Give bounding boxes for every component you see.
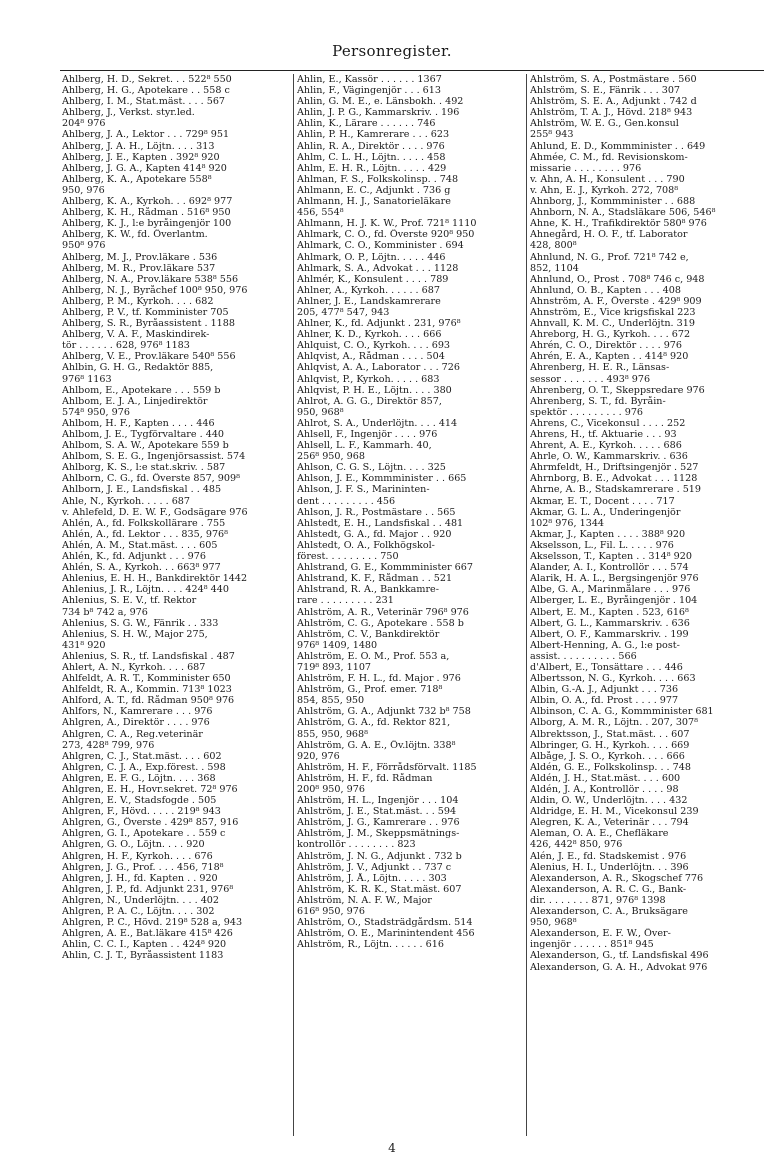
register-entry: spektör . . . . . . . . . 976 <box>530 406 644 418</box>
register-entry: Ahlm, C. L. H., Löjtn. . . . . 458 <box>297 151 446 163</box>
register-entry: Ahlmann, H. J., Sanatorieläkare <box>297 196 451 208</box>
register-entry: Ahlin, P. H., Kamrerare . . . 623 <box>297 129 450 141</box>
register-entry: Ahlberg, M. J., Prov.läkare . 536 <box>62 251 218 263</box>
register-entry: Ahlberg, P. M., Kyrkoh. . . . 682 <box>62 295 214 307</box>
register-entry: Aldén, G. E., Folkskolinsp. . . 748 <box>530 761 691 773</box>
register-entry: kontrollör . . . . . . . . 823 <box>297 839 416 851</box>
register-entry: Ahlström, J. N. G., Adjunkt . 732 b <box>297 850 462 862</box>
register-entry: Ahlrot, S. A., Underlöjtn. . . . 414 <box>297 417 458 429</box>
register-entry: Ahlner, J. E., Landskamrerare <box>297 295 441 307</box>
register-entry: Ahlström, C. V., Bankdirektör <box>297 628 440 640</box>
register-entry: Ahlqvist, P. H. E., Löjtn. . . . 380 <box>297 384 452 396</box>
register-entry: 431⁸ 920 <box>62 639 106 651</box>
register-entry: Ahlgren, G. O., Löjtn. . . . 920 <box>62 839 205 851</box>
register-entry: Ahlberg, N. J., Byråchef 100⁸ 950, 976 <box>62 284 248 296</box>
register-entry: Ahlgren, H. F., Kyrkoh. . . . 676 <box>62 850 213 862</box>
register-entry: Ahlberg, K. A., Kyrkoh. . . 692⁸ 977 <box>62 196 233 208</box>
register-entry: Ahlmark, C. O., Komminister . 694 <box>297 240 464 252</box>
register-entry: Ahlberg, K. A., Apotekare 558⁸ <box>62 173 212 185</box>
register-entry: Ahlgren, C. J. A., Exp.förest. . 598 <box>62 761 226 773</box>
register-entry: Ahlström, S. E. A., Adjunkt . 742 d <box>530 96 697 108</box>
register-entry: förest. . . . . . . . . 750 <box>297 551 399 563</box>
register-entry: Ahlqvist, P., Kyrkoh. . . . . 683 <box>297 373 440 385</box>
register-entry: 734 b⁸ 742 a, 976 <box>62 606 148 618</box>
register-entry: Ahlström, J. E., Stat.mäst. . . 594 <box>297 806 457 818</box>
register-entry: Ahlberg, P. V., tf. Komminister 705 <box>62 306 229 318</box>
register-entry: Ahlstedt, E. H., Landsfiskal . . 481 <box>297 517 464 529</box>
register-entry: Ahlenius, S. H. W., Major 275, <box>62 628 208 640</box>
register-entry: Albertsson, N. G., Kyrkoh. . . . 663 <box>530 673 696 685</box>
register-entry: Albringer, G. H., Kyrkoh. . . . 669 <box>530 739 690 751</box>
register-entry: Ahlqvist, A., Rådman . . . . 504 <box>297 351 445 363</box>
register-columns <box>60 74 764 1136</box>
register-entry: Ahrnborg, B. E., Advokat . . . 1128 <box>530 473 698 485</box>
register-entry: Ahlberg, I. M., Stat.mäst. . . . 567 <box>62 96 226 108</box>
register-entry: Ahlsell, F., Ingenjör . . . . 976 <box>297 429 438 440</box>
register-entry: Albin, O. A., fd. Prost . . . . 977 <box>530 695 679 707</box>
register-entry: Ahlmark, S. A., Advokat . . . 1128 <box>297 262 459 274</box>
register-entry: Ahrne, A. B., Stadskamrerare . 519 <box>530 484 702 496</box>
register-entry: 976⁸ 1409, 1480 <box>297 639 378 651</box>
register-entry: Ahlgren, P. A. C., Löjtn. . . . 302 <box>62 906 215 918</box>
register-entry: Ahrens, C., Vicekonsul . . . . 252 <box>530 417 686 429</box>
register-entry: Ahlberg, K. H., Rådman . 516⁸ 950 <box>62 207 231 219</box>
register-entry: Alenius, H. I., Underlöjtn. . . 396 <box>530 861 689 873</box>
register-entry: v. Ahn, A. H., Konsulent . . . 790 <box>530 173 685 185</box>
register-entry: Alexanderson, C. A., Bruksägare <box>530 906 688 918</box>
register-entry: missarie . . . . . . . . 976 <box>530 162 642 174</box>
register-entry: Ahlström, G. A., Adjunkt 732 b⁸ 758 <box>297 706 471 718</box>
register-entry: Ahrmfeldt, H., Driftsingenjör . 527 <box>530 462 699 474</box>
register-entry: v. Ahn, E. J., Kyrkoh. 272, 708⁸ <box>530 184 679 196</box>
register-entry: Ahreborg, H. G., Kyrkoh. . . . 672 <box>530 329 691 341</box>
register-entry: Ahlbom, E. J. A., Linjedirektör <box>62 395 208 407</box>
register-entry: 204⁸ 976 <box>62 118 106 130</box>
register-entry: Ahlborn, C. G., fd. Överste 857, 909⁸ <box>62 473 240 485</box>
register-entry: Ahlström, R., Löjtn. . . . . . 616 <box>297 939 444 951</box>
register-entry: Ahnegård, H. O. F., tf. Laborator <box>530 229 688 241</box>
register-entry: Ahlbom, E., Apotekare . . . 559 b <box>62 384 221 396</box>
register-entry: Ahlgren, G., Överste . 429⁸ 857, 916 <box>62 817 239 829</box>
register-entry: 852, 1104 <box>530 262 579 274</box>
register-entry: Ahlberg, N. A., Prov.läkare 538⁸ 556 <box>62 273 239 285</box>
register-entry: 855, 950, 968⁸ <box>297 728 368 740</box>
register-entry: Ahlström, N. A. F. W., Major <box>297 894 432 906</box>
register-entry: Ahlberg, V. A. F., Maskindirek- <box>62 329 210 341</box>
register-entry: Ahlberg, K. W., fd. Överlantm. <box>62 229 208 241</box>
register-entry: 950, 968⁸ <box>297 406 344 418</box>
register-entry: Albert-Henning, A. G., l:e post- <box>530 639 680 651</box>
register-entry: Ahlund, E. D., Kommminister . . 649 <box>530 140 706 152</box>
register-entry: Ahlström, T. A. J., Hövd. 218⁸ 943 <box>530 107 693 119</box>
register-entry: Ahlström, J. M., Skeppsmätnings- <box>297 828 460 840</box>
register-entry: Ahlenius, J. R., Löjtn. . . . 424⁸ 440 <box>62 584 229 596</box>
register-entry: 255⁸ 943 <box>530 129 574 141</box>
register-entry: tör . . . . . . 628, 976⁸ 1183 <box>62 340 190 352</box>
register-entry: 200⁸ 950, 976 <box>297 784 365 795</box>
register-entry: Alexanderson, E. F. W., Över- <box>530 928 671 940</box>
register-entry: Akmar, G. L. A., Underingenjör <box>530 506 681 518</box>
header-rule <box>60 70 764 71</box>
register-entry: Ahnlund, O., Prost . 708⁸ 746 c, 948 <box>530 273 705 285</box>
register-entry: Ahlner, A., Kyrkoh. . . . . . 687 <box>297 284 440 296</box>
register-entry: Ahlberg, J. A. H., Löjtn. . . . 313 <box>62 140 215 152</box>
register-entry: Ahlson, J. R., Postmästare . . 565 <box>297 506 456 518</box>
register-entry: Ahlén, A., fd. Folkskollärare . 755 <box>62 517 226 529</box>
register-entry: 256⁸ 950, 968 <box>297 451 365 463</box>
register-entry: Ahlman, F. S., Folkskolinsp. . 748 <box>297 173 459 185</box>
register-entry: Ahlström, O., Stadsträdgårdsm. 514 <box>297 917 473 929</box>
register-entry: Ahlstrand, R. A., Bankkamre- <box>297 584 439 596</box>
register-entry: Ahlberg, J., Verkst. styr.led. <box>62 107 195 119</box>
register-entry: Ahlgren, J. G., Prof. . . . 456, 718⁸ <box>62 861 224 873</box>
register-entry: Ahlin, F., Vägingenjör . . . 613 <box>297 85 441 97</box>
register-entry: Alexanderson, G. A. H., Advokat 976 <box>530 961 708 973</box>
register-entry: Alexanderson, A. R. C. G., Bank- <box>530 883 687 895</box>
register-entry: Ahlmark, C. O., fd. Överste 920⁸ 950 <box>297 229 475 241</box>
register-entry: Ahlström, A. R., Veterinär 796⁸ 976 <box>297 606 469 618</box>
register-entry: Ahlford, A. T., fd. Rådman 950⁸ 976 <box>62 695 235 707</box>
register-entry: Alarik, H. A. L., Bergsingenjör 976 <box>530 573 699 585</box>
register-entry: Ahlert, A. N., Kyrkoh. . . . 687 <box>62 661 206 673</box>
register-entry: Ahrenberg, H. E. R., Länsas- <box>530 362 670 374</box>
register-entry: Albrektsson, J., Stat.mäst. . . 607 <box>530 728 690 740</box>
register-entry: Ahlström, J. Å., Löjtn. . . . . 303 <box>297 872 447 884</box>
register-entry: Ahnlund, O. B., Kapten . . . 408 <box>530 284 681 296</box>
register-entry: Akselsson, L., Fil. L. . . . . 976 <box>530 539 674 551</box>
register-entry: Ahrenberg, S. T., fd. Byråin- <box>530 395 666 407</box>
register-entry: 920, 976 <box>297 750 340 762</box>
register-entry: Ahlquist, C. O., Kyrkoh. . . . 693 <box>297 340 451 352</box>
register-entry: Ahlsell, L. F., Kammarh. 40, <box>297 440 432 452</box>
page-title: Personregister. <box>332 42 452 60</box>
register-entry: Ahlström, H. F., Förrådsförvalt. 1185 <box>297 761 477 773</box>
register-entry: Ahlbom, S. A. W., Apotekare 559 b <box>62 440 229 452</box>
register-entry: Ahlner, K., fd. Adjunkt . 231, 976⁸ <box>297 318 461 330</box>
register-entry: Ahrle, O. W., Kammarskriv. . 636 <box>530 451 688 463</box>
register-entry: Ahne, K. H., Trafikdirektör 580⁸ 976 <box>530 218 707 230</box>
register-entry: Ahlenius, S. G. W., Fänrik . . 333 <box>62 617 219 629</box>
register-entry: Ahlmann, E. C., Adjunkt . 736 g <box>297 184 451 196</box>
register-entry: v. Ahlefeld, D. E. W. F., Godsägare 976 <box>62 506 248 518</box>
register-entry: Alborg, A. M. R., Löjtn. . 207, 307⁸ <box>530 717 698 729</box>
register-entry: Ahlström, G. A., fd. Rektor 821, <box>297 717 451 729</box>
register-entry: 950, 976 <box>62 184 105 196</box>
register-entry: Ahrent, A. E., Kyrkoh. . . . . 686 <box>530 440 682 452</box>
register-entry: Ahlfeldt, A. R. T., Komminister 650 <box>62 673 231 685</box>
register-entry: Ahlberg, S. R., Byråassistent . 1188 <box>62 318 235 330</box>
register-entry: rare . . . . . . . . . 231 <box>297 595 394 607</box>
register-entry: Ahlgren, A. E., Bat.läkare 415⁸ 426 <box>62 928 233 940</box>
register-entry: Ahlm, E. H. R., Löjtn. . . . . 429 <box>297 162 447 174</box>
register-entry: Ahlberg, K. J., l:e byråingenjör 100 <box>62 218 232 230</box>
register-entry: Ahlström, S. A., Postmästare . 560 <box>530 74 697 85</box>
register-entry: Ahrens, H., tf. Aktuarie . . . 93 <box>530 429 677 440</box>
register-entry: 102⁸ 976, 1344 <box>530 517 605 529</box>
register-entry: Ahlgren, P. C., Hövd. 219⁸ 528 a, 943 <box>62 917 243 929</box>
register-entry: Ahnvall, K. M. C., Underlöjtn. 319 <box>530 318 695 330</box>
register-entry: Ahnström, A. F., Överste . 429⁸ 909 <box>530 295 702 307</box>
register-entry: Ahlberg, M. R., Prov.läkare 537 <box>62 262 216 274</box>
register-entry: 428, 800⁸ <box>530 240 577 252</box>
register-entry: Ahlström, O. E., Marinintendent 456 <box>297 928 475 940</box>
register-entry: Ahlström, J. G., Kamrerare . . 976 <box>297 817 460 829</box>
register-entry: Alberger, L. E., Byråingenjör . 104 <box>530 595 698 607</box>
register-entry: Ahlén, S. A., Kyrkoh. . . 663⁸ 977 <box>62 562 221 574</box>
register-entry: Ahlrot, A. G. G., Direktör 857, <box>297 395 442 407</box>
register-entry: Ahlström, W. E. G., Gen.konsul <box>530 118 679 130</box>
register-entry: Ahlborg, K. S., l:e stat.skriv. . 587 <box>62 462 226 474</box>
register-entry: Ahlgren, N., Underlöjtn. . . . 402 <box>62 894 220 906</box>
register-entry: Albert, G. L., Kammarskriv. . 636 <box>530 617 690 629</box>
register-entry: Ahlström, F. H. L., fd. Major . 976 <box>297 673 461 685</box>
register-entry: Alén, J. E., fd. Stadskemist . 976 <box>530 850 687 862</box>
register-entry: Albåge, J. S. O., Kyrkoh. . . . 666 <box>530 750 685 762</box>
register-entry: Albert, O. F., Kammarskriv. . 199 <box>530 628 689 640</box>
register-entry: Ahlgren, E. F. G., Löjtn. . . . 368 <box>62 772 216 784</box>
register-entry: Ahlgren, E. V., Stadsfogde . 505 <box>62 795 217 807</box>
register-entry: 976⁸ 1163 <box>62 373 112 385</box>
register-entry: Ahlbin, G. H. G., Redaktör 885, <box>62 362 214 374</box>
register-entry: Albin, G.-A. J., Adjunkt . . . 736 <box>530 684 679 696</box>
register-entry: Ahlson, C. G. S., Löjtn. . . . 325 <box>297 462 446 474</box>
register-entry: Ahlin, C. J. T., Byråassistent 1183 <box>62 950 224 962</box>
register-entry: Ahlgren, C. A., Reg.veterinär <box>62 728 203 740</box>
register-entry: dent . . . . . . . . . 456 <box>297 495 396 507</box>
register-entry: Ahlborn, J. E., Landsfiskal . . 485 <box>62 484 222 496</box>
register-entry: Aldén, J. A., Kontrollör . . . . 98 <box>530 784 679 795</box>
register-entry: Ahlenius, S. R., tf. Landsfiskal . 487 <box>62 650 235 662</box>
register-entry: Ahnborg, J., Kommminister . . 688 <box>530 196 696 208</box>
register-entry: 616⁸ 950, 976 <box>297 906 365 918</box>
register-entry: Albinson, C. A. G., Kommminister 681 <box>530 706 714 718</box>
register-entry: Ahlström, G., Prof. emer. 718⁸ <box>297 684 443 696</box>
register-entry: Ahrén, E. A., Kapten . . 414⁸ 920 <box>530 351 689 363</box>
register-entry: Ahlberg, J. E., Kapten . 392⁸ 920 <box>62 151 220 163</box>
register-entry: Ahlstedt, O. A., Folkhögskol- <box>297 539 435 551</box>
register-entry: Ahlin, J. P. G., Kammarskriv. . 196 <box>297 107 460 119</box>
register-entry: Ahlmark, O. P., Löjtn. . . . . 446 <box>297 251 446 263</box>
register-entry: Ahlqvist, A. A., Laborator . . . 726 <box>297 362 460 374</box>
register-entry: Albert, E. M., Kapten . 523, 616⁸ <box>530 606 689 618</box>
register-entry: Akmar, J., Kapten . . . . 388⁸ 920 <box>530 528 686 540</box>
register-entry: Ahlbom, H. F., Kapten . . . . 446 <box>62 417 215 429</box>
column-right <box>526 74 759 1136</box>
register-entry: Ahlin, E., Kassör . . . . . . 1367 <box>297 74 442 85</box>
register-entry: Aldridge, E. H. M., Vicekonsul 239 <box>530 806 699 818</box>
register-entry: Ahle, N., Kyrkoh. . . . . 687 <box>62 495 191 507</box>
register-entry: Alexanderson, A. R., Skogschef 776 <box>530 872 704 884</box>
register-entry: Ahlson, J. E., Kommminister . . 665 <box>297 473 467 485</box>
register-entry: Ahlin, K., Lärare . . . . . . 746 <box>297 118 436 130</box>
register-entry: Ahlin, C. C. I., Kapten . . 424⁸ 920 <box>62 939 227 951</box>
register-entry: Ahlner, K. D., Kyrkoh. . . . 666 <box>297 329 442 341</box>
register-entry: Alexanderson, G., tf. Landsfiskal 496 <box>530 950 709 962</box>
register-entry: Ahlström, S. E., Fänrik . . . 307 <box>530 85 681 97</box>
register-entry: dir. . . . . . . . 871, 976⁸ 1398 <box>530 894 666 906</box>
register-entry: Aldén, J. H., Stat.mäst. . . . 600 <box>530 772 681 784</box>
register-entry: Ahlbom, J. E., Tygförvaltare . 440 <box>62 429 225 440</box>
register-entry: Ahlström, J. V., Adjunkt . . 737 c <box>297 861 452 873</box>
register-entry: Ahlström, E. O. M., Prof. 553 a, <box>297 650 450 662</box>
register-entry: Ahlström, G. A. E., Öv.löjtn. 338⁸ <box>297 739 456 751</box>
register-entry: Ahlgren, F., Hövd. . . . . 219⁸ 943 <box>62 806 221 818</box>
register-entry: 574⁸ 950, 976 <box>62 406 130 418</box>
register-entry: Ahlson, J. F. S., Marininten- <box>297 484 430 496</box>
register-entry: Ahlgren, A., Direktör . . . . 976 <box>62 717 210 729</box>
register-entry: Ahlmann, H. J. K. W., Prof. 721⁸ 1110 <box>297 218 477 230</box>
register-entry: Ahlgren, E. H., Hovr.sekret. 72⁸ 976 <box>62 784 238 795</box>
register-entry: sessor . . . . . . . 493⁸ 976 <box>530 373 651 385</box>
register-entry: Ahnström, E., Vice krigsfiskal 223 <box>530 306 696 318</box>
register-entry: Ahlén, K., fd. Adjunkt . . . 976 <box>62 551 206 563</box>
register-entry: Aleman, O. A. E., Chefläkare <box>530 828 669 840</box>
register-entry: Ahlenius, S. E. V., tf. Rektor <box>62 595 197 607</box>
register-entry: 456, 554⁸ <box>297 207 344 219</box>
register-entry: d'Albert, E., Tonsättare . . . 446 <box>530 661 683 673</box>
register-entry: Ahlgren, C. J., Stat.mäst. . . . 602 <box>62 750 222 762</box>
register-entry: 426, 442⁸ 850, 976 <box>530 839 623 851</box>
register-entry: 950⁸ 976 <box>62 240 106 252</box>
register-entry: Ahmée, C. M., fd. Revisionskom- <box>530 151 688 163</box>
register-entry: Ahlmér, K., Konsulent . . . . 789 <box>297 273 449 285</box>
register-entry: Aldin, O. W., Underlöjtn. . . . 432 <box>530 795 688 807</box>
register-entry: assist. . . . . . . . . . 566 <box>530 650 637 662</box>
register-entry: 854, 855, 950 <box>297 695 365 707</box>
register-entry: Ahlström, K. R. K., Stat.mäst. 607 <box>297 883 462 895</box>
register-entry: Ahlfors, N., Kamrerare . . . 976 <box>62 706 213 718</box>
register-entry: Ahrén, C. O., Direktör . . . . 976 <box>530 340 683 352</box>
register-entry: Ahlstrand, G. E., Kommminister 667 <box>297 562 473 574</box>
register-entry: Ahlin, R. A., Direktör . . . . 976 <box>297 140 445 152</box>
column-left <box>60 74 293 1136</box>
register-entry: Ahlström, H. L., Ingenjör . . . 104 <box>297 795 459 807</box>
page-number: 4 <box>388 1141 396 1155</box>
register-entry: Ahlfeldt, R. A., Kommin. 713⁸ 1023 <box>62 684 232 696</box>
register-entry: Ahlenius, E. H. H., Bankdirektör 1442 <box>62 573 248 585</box>
register-entry: Ahrenberg, O. T., Skeppsredare 976 <box>530 384 705 396</box>
register-entry: 719⁸ 893, 1107 <box>297 661 372 673</box>
column-middle <box>293 74 526 1136</box>
register-entry: Ahlstrand, K. F., Rådman . . 521 <box>297 573 453 585</box>
register-entry: Ahlberg, J. A., Lektor . . . 729⁸ 951 <box>62 129 230 141</box>
register-entry: Ahlberg, H. D., Sekret. . . 522⁸ 550 <box>62 74 232 85</box>
register-entry: 205, 477⁸ 547, 943 <box>297 306 390 318</box>
register-entry: Ahlén, A., fd. Lektor . . . 835, 976⁸ <box>62 528 228 540</box>
register-entry: Ahlberg, H. G., Apotekare . . 558 c <box>62 85 230 97</box>
register-entry: 950, 968⁸ <box>530 917 577 929</box>
register-entry: Ahlgren, J. H., fd. Kapten . . 920 <box>62 872 218 884</box>
register-entry: Ahlin, G. M. E., e. Länsbokh. . 492 <box>297 96 464 108</box>
register-entry: Akmar, E. T., Docent . . . . 717 <box>530 495 675 507</box>
register-entry: 273, 428⁸ 799, 976 <box>62 739 155 751</box>
register-entry: Ahlberg, V. E., Prov.läkare 540⁸ 556 <box>62 351 236 363</box>
register-entry: Ahnborn, N. A., Stadsläkare 506, 546⁸ <box>530 207 716 219</box>
register-entry: Ahlberg, J. G. A., Kapten 414⁸ 920 <box>62 162 227 174</box>
register-entry: Ahlgren, G. I., Apotekare . . 559 c <box>62 828 226 840</box>
register-entry: Ahlström, H. F., fd. Rådman <box>297 772 433 784</box>
register-entry: ingenjör . . . . . . 851⁸ 945 <box>530 939 654 951</box>
register-entry: Ahlstedt, G. A., fd. Major . . 920 <box>297 528 452 540</box>
register-entry: Alegren, K. A., Veterinär . . . 794 <box>530 817 689 829</box>
register-entry: Ahnlund, N. G., Prof. 721⁸ 742 e, <box>530 251 689 263</box>
register-entry: Akselsson, T., Kapten . . 314⁸ 920 <box>530 551 692 563</box>
register-entry: Ahlén, A. M., Stat.mäst. . . . 605 <box>62 539 218 551</box>
register-entry: Ahlgren, J. P., fd. Adjunkt 231, 976⁸ <box>62 883 234 895</box>
register-entry: Albe, G. A., Marinmålare . . . 976 <box>530 584 691 596</box>
register-entry: Alander, A. I., Kontrollör . . . 574 <box>530 562 689 574</box>
register-entry: Ahlström, C. G., Apotekare . 558 b <box>297 617 464 629</box>
register-entry: Ahlbom, S. E. G., Ingenjörsassist. 574 <box>62 451 246 463</box>
